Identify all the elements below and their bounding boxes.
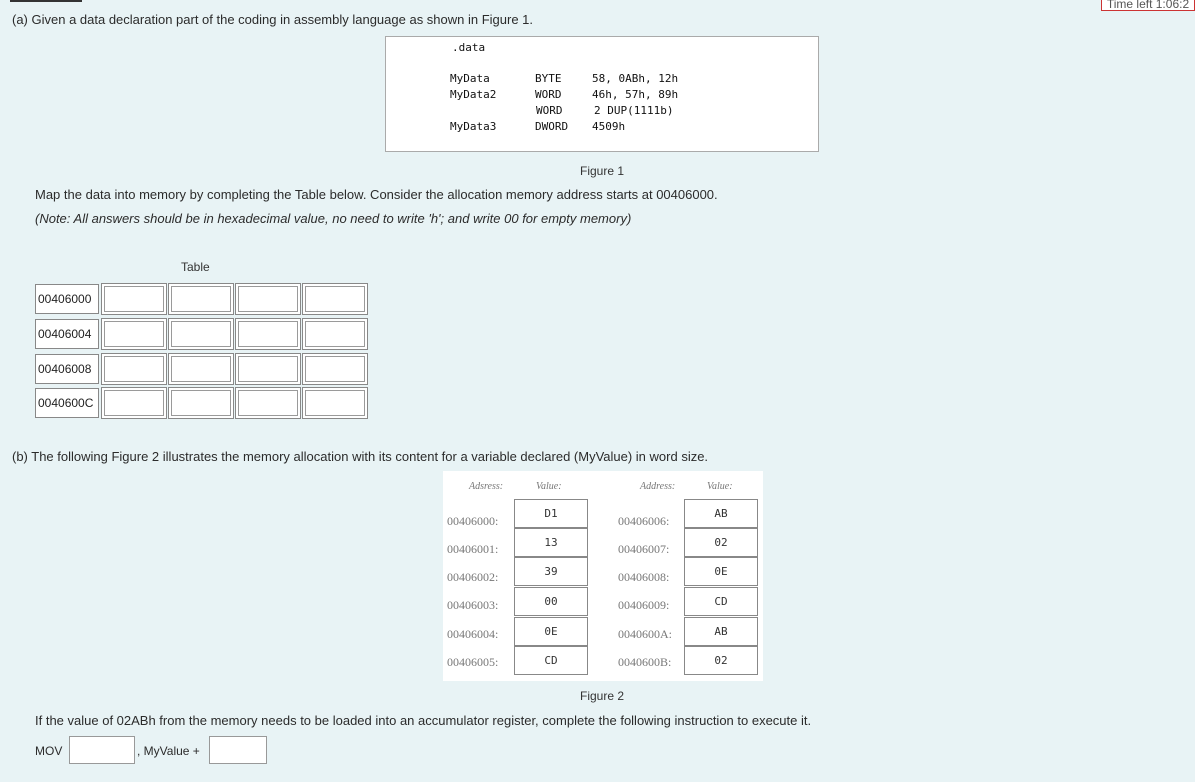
byte-input[interactable] [238,286,298,312]
column-header-address: Adsress: [469,481,504,492]
memory-address: 00406006: [618,514,670,528]
memory-cell [168,353,234,385]
code-value: 4509h [592,120,626,133]
top-divider [10,0,82,2]
byte-input[interactable] [305,321,365,347]
memory-address: 00406001: [447,542,499,556]
byte-input[interactable] [104,356,164,382]
memory-address: 00406000: [447,514,499,528]
memory-cell [235,283,301,315]
memory-cell [302,353,368,385]
memory-value: 00 [514,587,588,616]
byte-input[interactable] [104,390,164,416]
code-type: DWORD [535,120,569,133]
column-header-address: Address: [640,481,676,492]
memory-cell [101,283,167,315]
memory-value: 0E [514,617,588,646]
part-a-note: (Note: All answers should be in hexadecimal value, no need to write 'h'; and write 00 for empty memory) [35,211,632,226]
memory-value: 0E [684,557,758,586]
part-b-instruction: If the value of 02ABh from the memory needs to be loaded into an accumulator register, complete the following instruction to execute it. [35,713,812,728]
code-type: BYTE [535,72,562,85]
code-value: 58, 0ABh, 12h [592,72,679,85]
byte-input[interactable] [305,286,365,312]
code-label-mydata3: MyData3 [450,120,497,133]
byte-input[interactable] [238,356,298,382]
memory-cell [235,353,301,385]
column-header-value: Value: [536,481,562,492]
column-header-value: Value: [707,481,733,492]
code-type: WORD [535,88,562,101]
byte-input[interactable] [171,356,231,382]
mov-register-input[interactable] [69,736,135,764]
code-label-mydata: MyData [450,72,490,85]
memory-value: 13 [514,528,588,557]
figure-2-memory [443,471,763,681]
figure-1-code [385,36,819,152]
part-b-question: (b) The following Figure 2 illustrates the memory allocation with its content for a variable declared (MyValue) in word size. [12,449,709,464]
byte-input[interactable] [104,286,164,312]
byte-input[interactable] [171,321,231,347]
byte-input[interactable] [171,286,231,312]
figure-1-caption: Figure 1 [580,164,625,178]
byte-input[interactable] [104,321,164,347]
figure-2-caption: Figure 2 [580,689,625,703]
table-title: Table [181,260,210,274]
address-label: 00406008 [35,354,99,384]
memory-value: D1 [514,499,588,528]
memory-cell [101,353,167,385]
memory-address: 00406007: [618,542,670,556]
memory-address: 0040600B: [618,655,672,669]
memory-address: 00406004: [447,627,499,641]
memory-cell [168,387,234,419]
memory-address: 00406009: [618,598,670,612]
part-a-instruction: Map the data into memory by completing the Table below. Consider the allocation memory address starts at 00406000. [35,187,718,202]
offset-input[interactable] [209,736,267,764]
byte-input[interactable] [238,321,298,347]
byte-input[interactable] [171,390,231,416]
memory-cell [302,387,368,419]
memory-cell [168,283,234,315]
address-label: 00406000 [35,284,99,314]
byte-input[interactable] [238,390,298,416]
address-label: 00406004 [35,319,99,349]
memory-address: 00406008: [618,570,670,584]
memory-value: AB [684,499,758,528]
memory-address: 0040600A: [618,627,672,641]
memory-cell [101,387,167,419]
code-value: 2 DUP(1111b) [594,104,674,117]
memory-value: CD [514,646,588,675]
memory-value: CD [684,587,758,616]
mov-label: MOV [35,744,63,758]
time-left-indicator: Time left 1:06:2 [1101,0,1195,11]
byte-input[interactable] [305,390,365,416]
address-label: 0040600C [35,388,99,418]
memory-cell [235,387,301,419]
memory-cell [101,318,167,350]
memory-cell [168,318,234,350]
memory-address: 00406005: [447,655,499,669]
code-value: 46h, 57h, 89h [592,88,679,101]
memory-cell [302,283,368,315]
memory-value: 02 [684,528,758,557]
memory-address: 00406003: [447,598,499,612]
data-section-label: .data [452,41,486,54]
byte-input[interactable] [305,356,365,382]
memory-value: AB [684,617,758,646]
memory-value: 02 [684,646,758,675]
part-a-question: (a) Given a data declaration part of the coding in assembly language as shown in Figure 1. [12,12,534,27]
memory-value: 39 [514,557,588,586]
myvalue-label: , MyValue + [137,744,200,758]
memory-cell [302,318,368,350]
code-type: WORD [536,104,563,117]
memory-address: 00406002: [447,570,499,584]
memory-cell [235,318,301,350]
code-label-mydata2: MyData2 [450,88,497,101]
